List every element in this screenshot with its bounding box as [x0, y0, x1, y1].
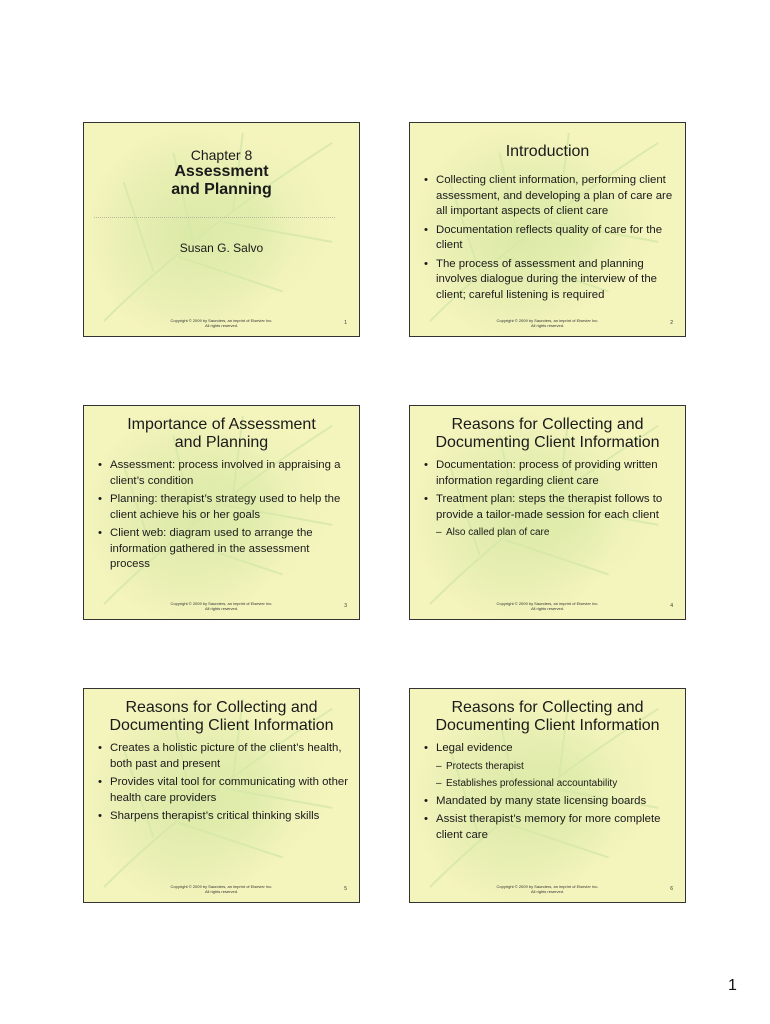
slide-4	[409, 405, 686, 620]
copyright: Copyright © 2009 by Saunders, an imprint of Elsevier Inc.	[496, 601, 599, 606]
bullet-item: • Treatment plan: steps the therapist follows to provide a tailor-made session for each client	[424, 492, 675, 523]
copyright: Copyright © 2009 by Saunders, an imprint of Elsevier Inc.	[170, 318, 273, 323]
slide-footer	[144, 601, 299, 611]
divider	[94, 217, 335, 218]
title-line: Assessment	[174, 163, 269, 180]
rights: All rights reserved.	[204, 323, 239, 328]
title-line: Documenting Client Information	[435, 434, 660, 451]
title-line: Documenting Client Information	[435, 717, 660, 734]
bullet-item: • Documentation reflects quality of care for the client	[424, 223, 675, 254]
slide-footer	[470, 884, 625, 894]
chapter-label: Chapter 8	[190, 147, 253, 163]
bullet-item: • Sharpens therapist’s critical thinking skills	[98, 809, 349, 825]
bullet-item: • Mandated by many state licensing boards	[424, 794, 675, 810]
title-line: and Planning	[171, 181, 272, 198]
slide-title	[84, 163, 359, 199]
copyright: Copyright © 2009 by Saunders, an imprint of Elsevier Inc.	[496, 318, 599, 323]
sub-bullet-item: – Protects therapist	[424, 760, 675, 774]
bullet-item: • Collecting client information, performing client assessment, and developing a plan of care are all important aspects of client care	[424, 173, 675, 220]
bullet-item: • Provides vital tool for communicating with other health care providers	[98, 775, 349, 806]
bullet-item: • Planning: therapist’s strategy used to help the client achieve his or her goals	[98, 492, 349, 523]
title-line: Reasons for Collecting and	[451, 699, 644, 716]
rights: All rights reserved.	[204, 606, 239, 611]
bullet-item: • Assessment: process involved in appraising a client’s condition	[98, 458, 349, 489]
rights: All rights reserved.	[530, 889, 565, 894]
title-line: Reasons for Collecting and	[451, 416, 644, 433]
slide-6	[409, 688, 686, 903]
slide-number: 1	[344, 320, 347, 326]
title-line: Importance of Assessment	[127, 416, 316, 433]
bullet-list	[98, 741, 349, 828]
copyright: Copyright © 2009 by Saunders, an imprint of Elsevier Inc.	[170, 884, 273, 889]
slide-title	[84, 416, 359, 452]
sub-bullet-item: – Establishes professional accountability	[424, 777, 675, 791]
sub-bullet-item: – Also called plan of care	[424, 526, 675, 540]
bullet-item: • Client web: diagram used to arrange the information gathered in the assessment process	[98, 526, 349, 573]
slide-number: 6	[670, 886, 673, 892]
title-line: Documenting Client Information	[109, 717, 334, 734]
slide-number: 3	[344, 603, 347, 609]
rights: All rights reserved.	[204, 889, 239, 894]
slide-title	[410, 416, 685, 452]
bullet-item: • The process of assessment and planning involves dialogue during the interview of the client; careful listening is required	[424, 257, 675, 304]
title-line: Reasons for Collecting and	[125, 699, 318, 716]
bullet-list	[424, 458, 675, 543]
slide-2	[409, 122, 686, 337]
title-line: and Planning	[174, 434, 269, 451]
bullet-item: • Documentation: process of providing written information regarding client care	[424, 458, 675, 489]
bullet-list	[98, 458, 349, 576]
slide-footer	[144, 884, 299, 894]
slide-number: 4	[670, 603, 673, 609]
slide-number: 5	[344, 886, 347, 892]
slide-title: Introduction	[505, 143, 590, 160]
slide-1	[83, 122, 360, 337]
rights: All rights reserved.	[530, 606, 565, 611]
slide-footer	[470, 318, 625, 328]
author: Susan G. Salvo	[179, 241, 264, 255]
rights: All rights reserved.	[530, 323, 565, 328]
bullet-list	[424, 741, 675, 846]
slide-5	[83, 688, 360, 903]
slide-3	[83, 405, 360, 620]
slide-footer	[144, 318, 299, 328]
slide-title	[410, 699, 685, 735]
slide-title	[84, 699, 359, 735]
bullet-item: • Assist therapist’s memory for more complete client care	[424, 812, 675, 843]
slide-number: 2	[670, 320, 673, 326]
bullet-item: • Creates a holistic picture of the client’s health, both past and present	[98, 741, 349, 772]
slide-footer	[470, 601, 625, 611]
copyright: Copyright © 2009 by Saunders, an imprint of Elsevier Inc.	[170, 601, 273, 606]
bullet-item: • Legal evidence	[424, 741, 675, 757]
page-number: 1	[728, 977, 737, 994]
copyright: Copyright © 2009 by Saunders, an imprint of Elsevier Inc.	[496, 884, 599, 889]
bullet-list	[424, 173, 675, 306]
